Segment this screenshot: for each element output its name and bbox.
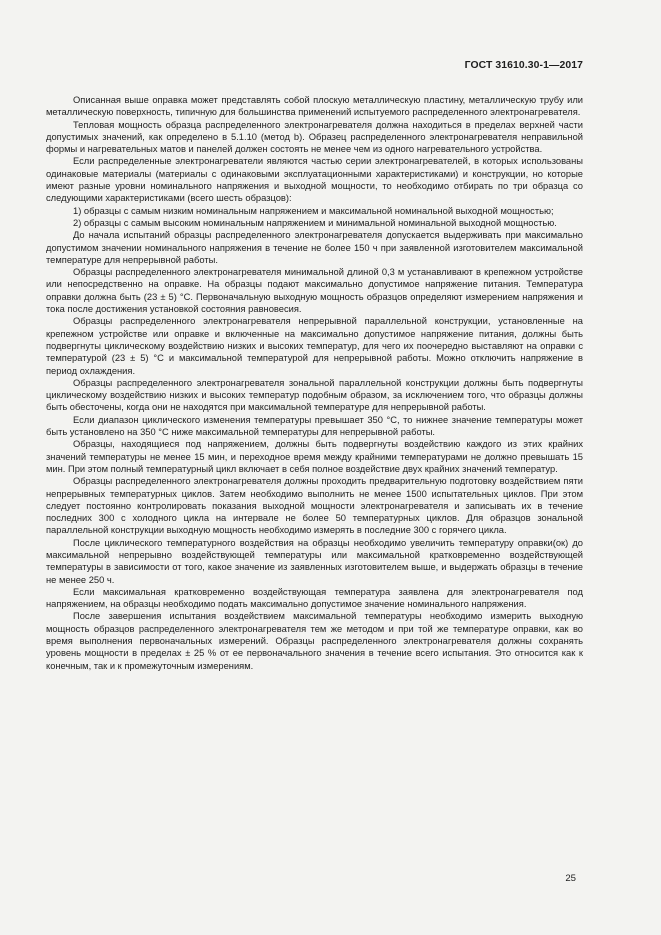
paragraph: Образцы распределенного электронагревателя должны проходить предварительную подготовку воздействием пяти непрерывных температурных циклов. Затем необходимо выполнить не менее 1500 испытательных циклов. При этом следует постоянно контролировать показания выходной мощности электронагревателя и записывать их в течение последних 300 с холодного цикла на интервале не более 50 температурных циклов. Для образцов зональной параллельной конструкции выходную мощность необходимо измерять в последние 300 с горячего цикла. (46, 476, 583, 536)
list-item: 1) образцы с самым низким номинальным напряжением и максимальной номинальной выходной мощностью; (73, 205, 554, 216)
paragraph: Тепловая мощность образца распределенного электронагревателя должна находиться в пределах верхней части допустимых значений, как определено в 5.1.10 (метод b). Образец распределенного электронагревателя неправильной формы и нагревательных матов и панелей должен состоять не менее чем из одного нагревательного устройства. (46, 119, 583, 155)
page-number: 25 (565, 873, 576, 884)
list-item: 2) образцы с самым высоким номинальным напряжением и минимальной номинальной выходной мощностью. (73, 217, 557, 228)
document-header-id: ГОСТ 31610.30-1—2017 (464, 60, 583, 71)
paragraph: После циклического температурного воздействия на образцы необходимо увеличить температуру оправки(ок) до максимальной непрерывно воздействующей температуры или максимальной кратковременно воздействующей температуры в зависимости от того, какое значение из заявленных изготовителем выше, и выдержать образцы в течение не менее 250 ч. (46, 537, 583, 585)
document-body (46, 94, 583, 672)
paragraph: Если максимальная кратковременно воздействующая температура заявлена для электронагревателя под напряжением, на образцы необходимо подать максимально допустимое значение номинального напряжения. (46, 586, 583, 610)
paragraph: Образцы распределенного электронагревателя зональной параллельной конструкции должны быть подвергнуты циклическому воздействию низких и высоких температур подобным образом, за исключением того, что образцы должны быть обесточены, когда они не находятся при максимальной температуре для непрерывной работы. (46, 377, 583, 413)
paragraph: До начала испытаний образцы распределенного электронагревателя допускается выдерживать при максимально допустимом значении номинального напряжения в течение не более 150 ч при заявленной изготовителем максимальной температуре для непрерывной работы. (46, 230, 583, 265)
paragraph: Если распределенные электронагреватели являются частью серии электронагревателей, в которых использованы одинаковые материалы (материалы с одинаковыми эксплуатационными характеристиками) и конструкции, но которые имеют разные уровни номинального напряжения и выходной мощности, то необходимо отбирать по три образца со следующими характеристиками (всего шесть образцов): (46, 156, 583, 204)
paragraph: Если диапазон циклического изменения температуры превышает 350 °С, то нижнее значение температуры может быть установлено на 350 °С ниже максимальной температуры для непрерывной работы. (46, 414, 583, 438)
paragraph: Образцы распределенного электронагревателя непрерывной параллельной конструкции, установленные на крепежном устройстве или оправке и включенные на максимально допустимое напряжение питания, должны быть подвергнуты циклическому воздействию низких и высоких температур, для чего их поочередно выставляют на оправки с температурой (23 ± 5) °С и максимальной температурой для непрерывной работы. Можно отключить напряжение в период охлаждения. (46, 316, 583, 376)
paragraph: После завершения испытания воздействием максимальной температуры необходимо измерить выходную мощность образцов распределенного электронагревателя тем же методом и при той же температуре оправки, как во время выполнения первоначальных измерений. Образцы распределенного электронагревателя должны сохранять уровень мощности в пределах ± 25 % от ее первоначального значения в течение всего испытания. Это относится как к конечным, так и к промежуточным измерениям. (46, 611, 583, 671)
paragraph: Образцы, находящиеся под напряжением, должны быть подвергнуты воздействию каждого из этих крайних значений температуры не менее 15 мин, и переходное время между крайними температурами не должно превышать 15 мин. При этом полный температурный цикл включает в себя полное воздействие двух крайних значений температур. (46, 439, 583, 474)
paragraph: Описанная выше оправка может представлять собой плоскую металлическую пластину, металлическую трубу или металлическую поверхность, типичную для большинства применений испытуемого распределенного электронагревателя. (46, 95, 583, 118)
paragraph: Образцы распределенного электронагревателя минимальной длиной 0,3 м устанавливают в крепежном устройстве или непосредственно на оправке. На образцы подают максимально допустимое напряжение питания. Температура оправки должна быть (23 ± 5) °С. Первоначальную выходную мощность образцов определяют измерением напряжения и тока после достижения установкой состояния равновесия. (46, 267, 583, 315)
